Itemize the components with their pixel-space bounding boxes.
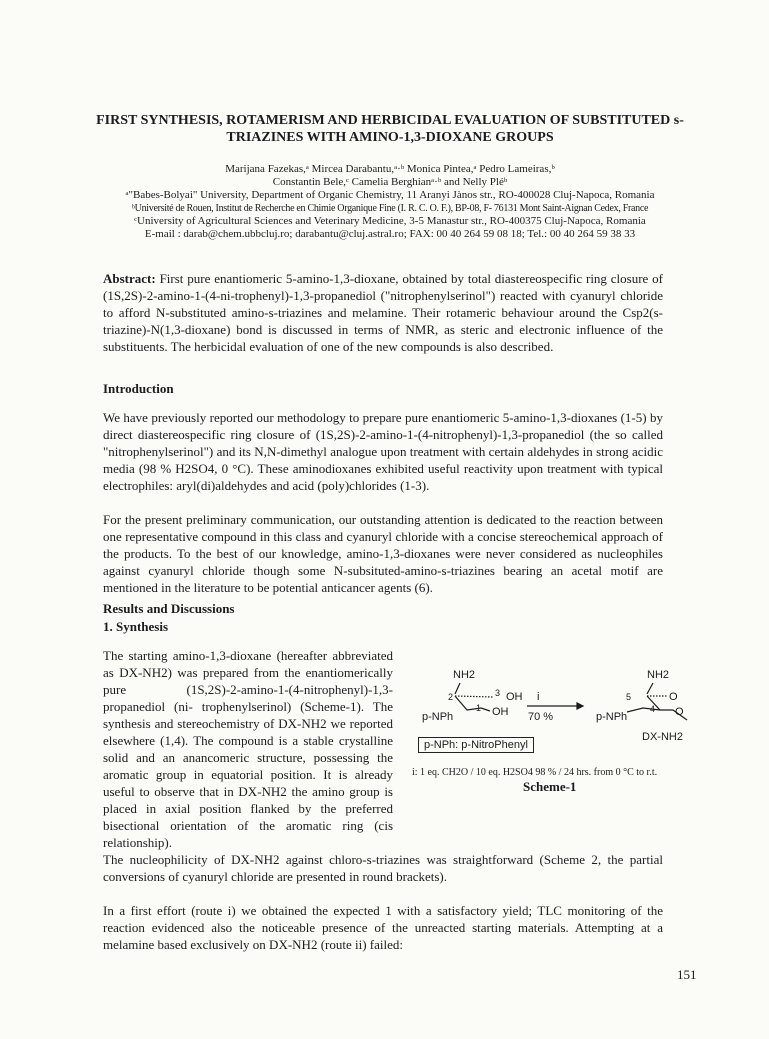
o-top-label: O [669, 691, 678, 703]
nh2-left-label: NH2 [453, 669, 476, 681]
locant-4: 4 [650, 704, 656, 714]
locant-3: 3 [495, 688, 501, 698]
results-paragraph-2: The nucleophilicity of DX-NH2 against chloro-s-triazines was straightforward (Scheme 2, the partial conversions of cyanuryl chloride are presented in round brackets). [103, 852, 663, 884]
serinol-hashed-bond [455, 696, 493, 697]
scheme-legend-box: p-NPh: p-NitroPhenyl [418, 737, 534, 753]
locant-5: 5 [626, 692, 632, 702]
locant-1: 1 [476, 703, 482, 713]
affiliation-c: ᶜUniversity of Agricultural Sciences and Veterinary Medicine, 3-5 Manastur str., RO-400375 Cluj-Napoca, Romania [134, 215, 646, 227]
o-bottom-label: O [675, 706, 684, 718]
paper-title: FIRST SYNTHESIS, ROTAMERISM AND HERBICIDAL EVALUATION OF SUBSTITUTED s-TRIAZINES WITH AMINO-1,3-DIOXANE GROUPS [96, 113, 684, 145]
affiliation-a: ᵃ"Babes-Bolyai" University, Department of Organic Chemistry, 11 Aranyi Jànos str., RO-400028 Cluj-Napoca, Romania [125, 189, 655, 201]
reaction-arrowhead [577, 703, 583, 709]
synthesis-paragraph: The starting amino-1,3-dioxane (hereafter abbreviated as DX-NH2) was prepared from the enantiomerically pure (1S,2S)-2-amino-1-(4-nitrophenyl)-1,3-propanediol (ni- trophenylserinol) (Scheme-1). The synthesis and stereochemistry of DX-NH2 we reported elsewhere (1,4). The compound is a stable crystalline solid and an anancomeric structure, possessing the aromatic group in equatorial position. It is already useful to observe that in DX-NH2 the amino group is placed in axial position flanked by the preferred bisectional orientation of the aromatic ring (cis relationship). [103, 648, 393, 850]
aryl-bond [627, 708, 660, 712]
synthesis-subheading: 1. Synthesis [103, 619, 169, 634]
affiliation-b: ᵇUniversité de Rouen, Institut de Recherche en Chimie Organique Fine (I. R. C. O. F.), BP-08, F- 76131 Mont Saint-Aignan Cedex, France [131, 203, 649, 214]
author-block [80, 163, 700, 241]
right-substituent-label: p-NPh [596, 711, 628, 723]
author-line-1: Marijana Fazekas,ᵃ Mircea Darabantu,ᵃ·ᵇ Monica Pintea,ᵃ Pedro Lameiras,ᵇ [225, 163, 555, 175]
results-paragraph-3: In a first effort (route i) we obtained the expected 1 with a satisfactory yield; TLC monitoring of the reaction evidenced also the noticeable presence of the unreacted starting materials. Attempting at a melamine based exclusively on DX-NH2 (route ii) failed: [103, 903, 663, 952]
nh2-right-label: NH2 [647, 669, 670, 681]
scheme-conditions: i: 1 eq. CH2O / 10 eq. H2SO4 98 % / 24 hrs. from 0 °C to r.t. [412, 767, 658, 778]
nh2-bond-left [455, 683, 460, 694]
abstract-label: Abstract: [103, 271, 156, 286]
locant-2: 2 [448, 692, 454, 702]
product-label: DX-NH2 [642, 731, 683, 743]
author-line-2: Constantin Bele,ᶜ Camelia Berghianᵃ·ᵇ and Nelly Pléᵇ [272, 176, 508, 188]
left-substituent-label: p-NPh [422, 711, 454, 723]
results-heading: Results and Discussions [103, 601, 235, 616]
nh2-bond-right [647, 683, 653, 694]
intro-paragraph-1: We have previously reported our methodology to prepare pure enantiomeric 5-amino-1,3-dioxanes (1-5) by direct diastereospecific ring closure of (1S,2S)-2-amino-1-(4-nitrophenyl)-1,3-propanediol (the so called "nitrophenylserinol") and its N,N-dimethyl analogue upon treatment with certain aldehydes in strong acidic media (98 % H2SO4, 0 °C). These aminodioxanes exhibited useful reactivity upon treatment with typical electrophiles: aryl(di)aldehydes and acid (poly)chlorides (1-3). [103, 410, 663, 493]
yield-label: 70 % [528, 711, 554, 723]
scheme-label: Scheme-1 [523, 779, 577, 794]
intro-paragraph-2: For the present preliminary communication, our outstanding attention is dedicated to the reaction between one representative compound in this class and cyanuryl chloride with a concise stereochemical approach of the products. To the best of our knowledge, amino-1,3-dioxanes were never considered as nucleophiles against cyanuryl chloride though some N-subsituted-amino-s-triazines bearing an acetal motif are mentioned in the literature to be potential anticancer agents (6). [103, 512, 663, 595]
oh-top-label: OH [506, 691, 523, 703]
abstract-text: First pure enantiomeric 5-amino-1,3-dioxane, obtained by total diastereospecific ring closure of (1S,2S)-2-amino-1-(4-ni-trophenyl)-1,3-propanediol ("nitrophenylserinol") reacted with cyanuryl chloride to afford N-substituted amino-s-triazines and melamine. Their rotameric behaviour around the Csp2(s-triazine)-N(1,3-dioxane) bond is discussed in terms of NMR, as steric and electronic influence of the substituents. The herbicidal evaluation of one of the new compounds is also described. [103, 271, 663, 354]
abstract [103, 270, 663, 355]
introduction-heading: Introduction [103, 381, 174, 396]
reagent-label: i [537, 691, 540, 703]
oh-bottom-label: OH [492, 706, 509, 718]
oh-bond [481, 708, 490, 711]
page-number: 151 [677, 967, 697, 982]
contact-email: E-mail : darab@chem.ubbcluj.ro; darabantu@cluj.astral.ro; FAX: 00 40 264 59 08 18; Tel.: 00 40 264 59 38 33 [144, 228, 636, 240]
